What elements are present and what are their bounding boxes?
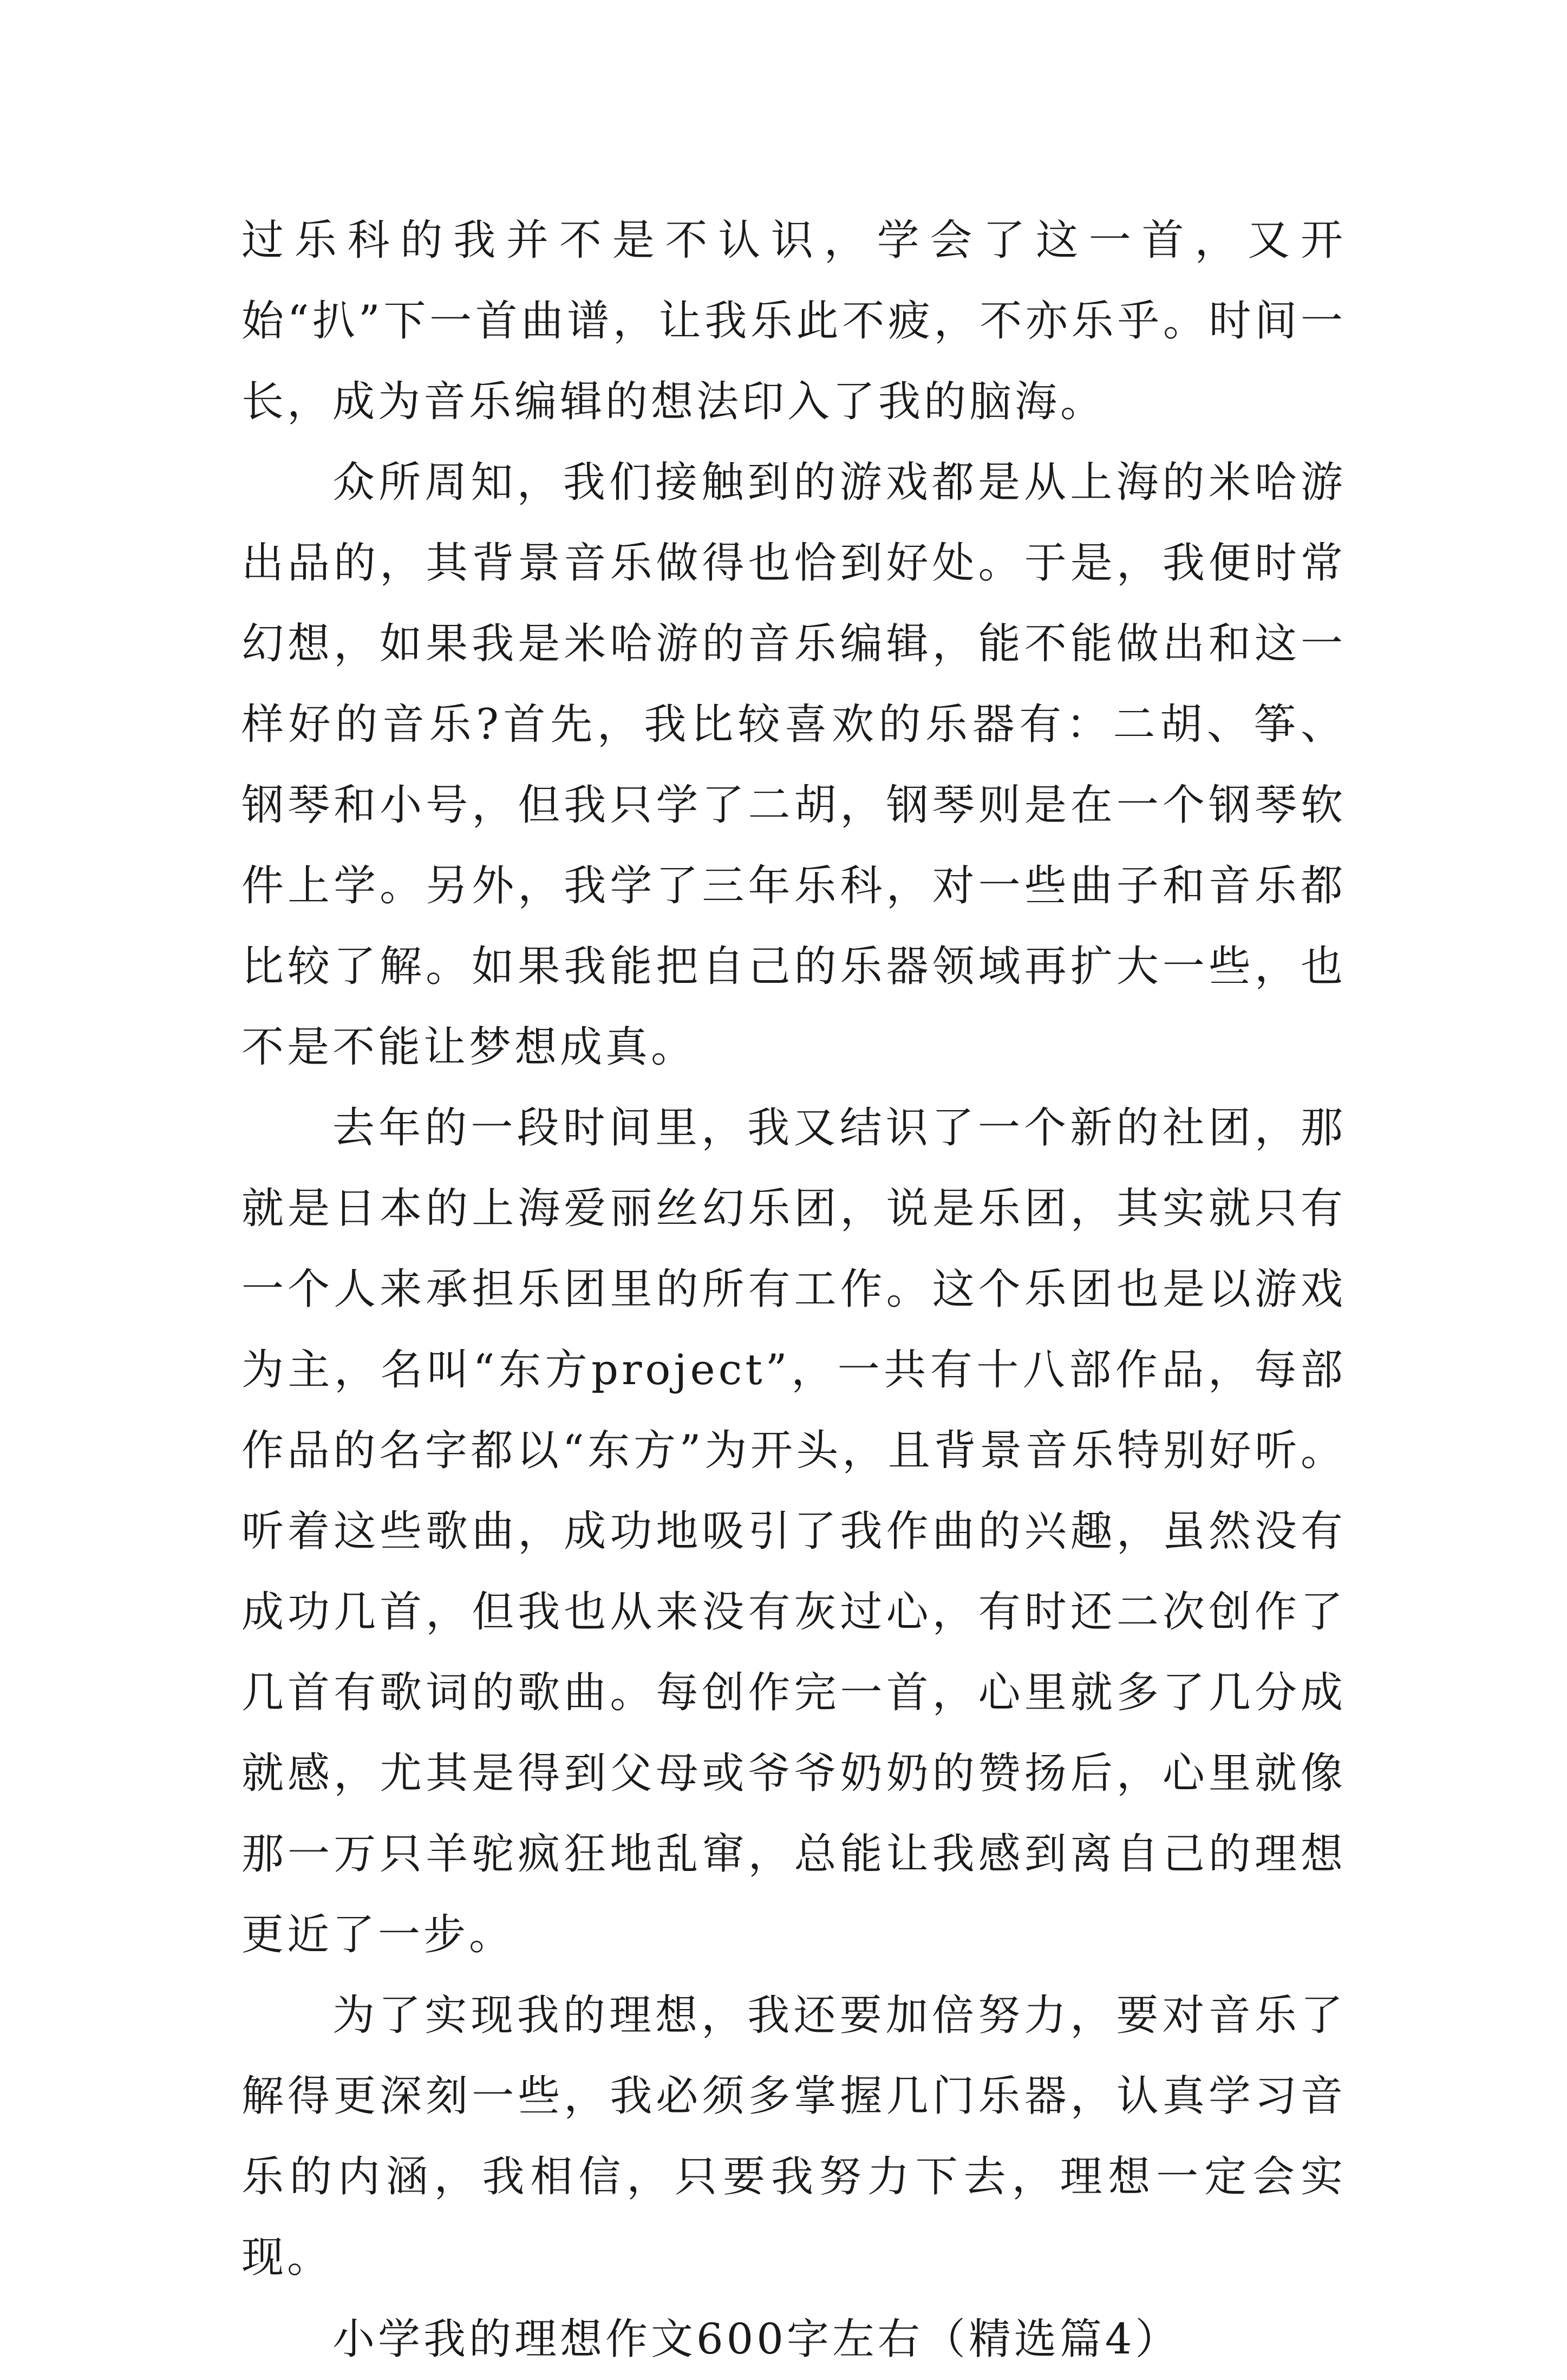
section-heading: 小学我的理想作文600字左右（精选篇4）	[332, 2315, 1181, 2364]
paragraph-continued: 过乐科的我并不是不认识，学会了这一首，又开始“扒”下一首曲谱，让我乐此不疲，不亦乐乎。时间一长，成为音乐编辑的想法印入了我的脑海。	[241, 216, 1346, 426]
document-body	[241, 200, 1346, 2380]
paragraph-conclusion: 为了实现我的理想，我还要加倍努力，要对音乐了解得更深刻一些，我必须多掌握几门乐器，认真学习音乐的内涵，我相信，只要我努力下去，理想一定会实现。	[241, 1991, 1346, 2282]
paragraph-game-music: 众所周知，我们接触到的游戏都是从上海的米哈游出品的，其背景音乐做得也恰到好处。于是，我便时常幻想，如果我是米哈游的音乐编辑，能不能做出和这一样好的音乐?首先，我比较喜欢的乐器有：二胡、筝、钢琴和小号，但我只学了二胡，钢琴则是在一个钢琴软件上学。另外，我学了三年乐科，对一些曲子和音乐都比较了解。如果我能把自己的乐器领域再扩大一些，也不是不能让梦想成真。	[241, 458, 1346, 1072]
paragraph-touhou: 去年的一段时间里，我又结识了一个新的社团，那就是日本的上海爱丽丝幻乐团，说是乐团，其实就只有一个人来承担乐团里的所有工作。这个乐团也是以游戏为主，名叫“东方project”，一共有十八部作品，每部作品的名字都以“东方”为开头，且背景音乐特别好听。听着这些歌曲，成功地吸引了我作曲的兴趣，虽然没有成功几首，但我也从来没有灰过心，有时还二次创作了几首有歌词的歌曲。每创作完一首，心里就多了几分成就感，尤其是得到父母或爷爷奶奶的赞扬后，心里就像那一万只羊驼疯狂地乱窜，总能让我感到离自己的理想更近了一步。	[241, 1104, 1346, 1959]
